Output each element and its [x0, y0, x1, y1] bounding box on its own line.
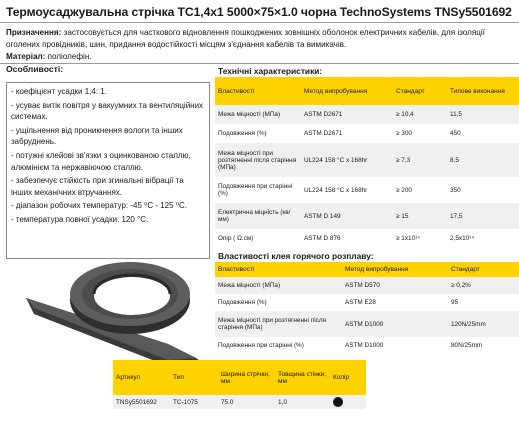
table-cell: UL224 158 °С х 168hr	[304, 186, 368, 194]
column-header: Тип	[173, 374, 184, 381]
feature-item: - потужні клейові зв'язки з оцинкованою сталлю, алюмінієм та нержавіючою сталлю.	[11, 150, 191, 172]
column-header: Товщина стінки, мм	[278, 370, 327, 385]
material-divider	[0, 63, 519, 64]
table-row	[215, 277, 519, 294]
table-cell: ≥ 7,3	[396, 156, 411, 164]
feature-item: - ущільнення від проникнення вологи та інших забруднень.	[11, 125, 183, 147]
column-header: Типове виконання	[450, 87, 505, 95]
material-body: поліолефін.	[45, 52, 92, 61]
table-cell: 450	[450, 130, 461, 137]
table-cell: ASTM D2671	[304, 130, 343, 137]
title-divider	[0, 22, 519, 23]
column-header: Артикул	[116, 374, 141, 381]
table-cell: ASTM D2671	[304, 111, 343, 118]
tape-roll-hole	[94, 277, 170, 315]
table-cell: 80N/25mm	[451, 342, 483, 349]
features-list	[11, 86, 205, 226]
material-text	[6, 52, 92, 61]
table-cell: Подовження при старінні (%)	[218, 183, 293, 197]
purpose-text	[6, 27, 518, 51]
table-cell: ASTM D 876	[304, 235, 341, 242]
feature-item: - усуває витік повітря у вакуумних та вентиляційних системах.	[11, 100, 204, 122]
table-cell: ≥ 15	[396, 212, 409, 220]
table-row	[215, 105, 519, 124]
table-cell: Подовження при старінні (%)	[218, 342, 304, 349]
tape-roll-image	[18, 258, 208, 370]
feature-item: - температура повної усадки: 120 °С.	[11, 214, 149, 224]
table-cell: Межа міцності при розтягненні після старіння (МПа)	[218, 317, 327, 331]
purpose-body: застосовується для часткового відновлення пошкоджених зовнішніх оболонок електричних кабелів, для ізоляції оголених провідників, шин, придання водостійкості місцям з'єднання кабелів та вимикачів.	[6, 28, 485, 49]
table-cell: 75,0	[221, 398, 234, 406]
column-header: Стандарт	[451, 266, 480, 273]
material-label: Матеріал:	[6, 52, 46, 61]
table-cell: ASTM E28	[345, 299, 376, 306]
table-row	[215, 203, 519, 229]
table-cell: 95	[451, 299, 459, 306]
table-cell: ≥ 300	[396, 130, 412, 137]
table-cell: ASTM D 149	[304, 212, 341, 220]
table-cell: 1,0	[278, 398, 287, 406]
purpose-label: Призначення:	[6, 28, 62, 37]
table-cell: Подовження (%)	[218, 299, 267, 306]
page-title: Термоусаджувальна стрічка ТС1,4х1 5000×75×1.0 чорна TechnoSystems TNSy5501692	[6, 5, 512, 19]
table-cell: TNSy5501692	[116, 398, 157, 406]
table-cell: 11,5	[450, 111, 462, 118]
column-header: Метод випробування	[304, 87, 368, 95]
table-cell: 17,5	[450, 212, 463, 220]
column-header: Ширина стрічки, мм	[221, 370, 270, 385]
table-cell: Подовження (%)	[218, 130, 267, 137]
table-row	[113, 395, 366, 409]
table-row	[215, 177, 519, 203]
table-cell: ≥ 200	[396, 186, 412, 194]
glue-table	[215, 262, 519, 354]
table-cell: 2,5х10¹⁴	[450, 235, 475, 242]
table-cell	[330, 395, 366, 409]
table-cell: Електрична міцність (кв/мм)	[218, 209, 291, 223]
table-cell: Межа міцності (МПа)	[218, 282, 281, 289]
table-row	[215, 294, 519, 311]
features-box	[6, 82, 210, 259]
table-cell: ≥ 1х10¹⁴	[396, 235, 421, 242]
table-cell: ASTM D570	[345, 282, 380, 289]
table-cell: Опір ( Ω.см)	[218, 235, 254, 242]
column-header: Властивості	[218, 266, 255, 273]
column-header: Властивості	[218, 87, 255, 95]
table-cell: ТС-1075	[173, 398, 198, 406]
column-header: Колір	[333, 374, 350, 381]
table-cell: 120N/25mm	[451, 320, 486, 328]
table-row	[215, 124, 519, 143]
table-cell: 8,5	[450, 156, 459, 164]
tech-table	[215, 77, 519, 248]
column-header: Стандарт	[396, 87, 425, 95]
features-title: Особливості:	[6, 64, 64, 74]
column-header: Метод випробування	[345, 266, 409, 273]
table-header	[215, 77, 519, 105]
table-cell: ASTM D1000	[345, 320, 384, 328]
table-cell: 350	[450, 186, 461, 194]
table-row	[215, 311, 519, 337]
table-cell: Межа міцності (МПа)	[218, 111, 281, 118]
table-row	[215, 143, 519, 177]
table-cell: ≥ 0,2%	[451, 282, 471, 289]
article-table	[113, 360, 366, 409]
feature-item: - діапазон робочих температур: -45 ⁰С - 125 ⁰С.	[11, 201, 187, 211]
table-row	[215, 337, 519, 354]
table-cell: UL224 158 °С х 168hr	[304, 156, 368, 164]
feature-item: - коефіцієнт усадки 1,4: 1.	[11, 87, 107, 96]
tech-title: Технічні характеристики:	[218, 66, 323, 76]
table-header	[215, 262, 519, 277]
table-header	[113, 360, 366, 395]
table-row	[215, 229, 519, 248]
feature-item: - забезпечує стійкість при згинальні вібрації та інших механічних втручаннях.	[11, 176, 184, 197]
table-cell: ≥ 10,4	[396, 111, 414, 118]
table-cell: Межа міцності при розтягненні після старіння (МПа)	[218, 149, 297, 171]
glue-title: Властивості клея горячого розплаву:	[218, 251, 374, 261]
table-cell: ASTM D1000	[345, 342, 384, 349]
color-swatch	[333, 397, 343, 407]
